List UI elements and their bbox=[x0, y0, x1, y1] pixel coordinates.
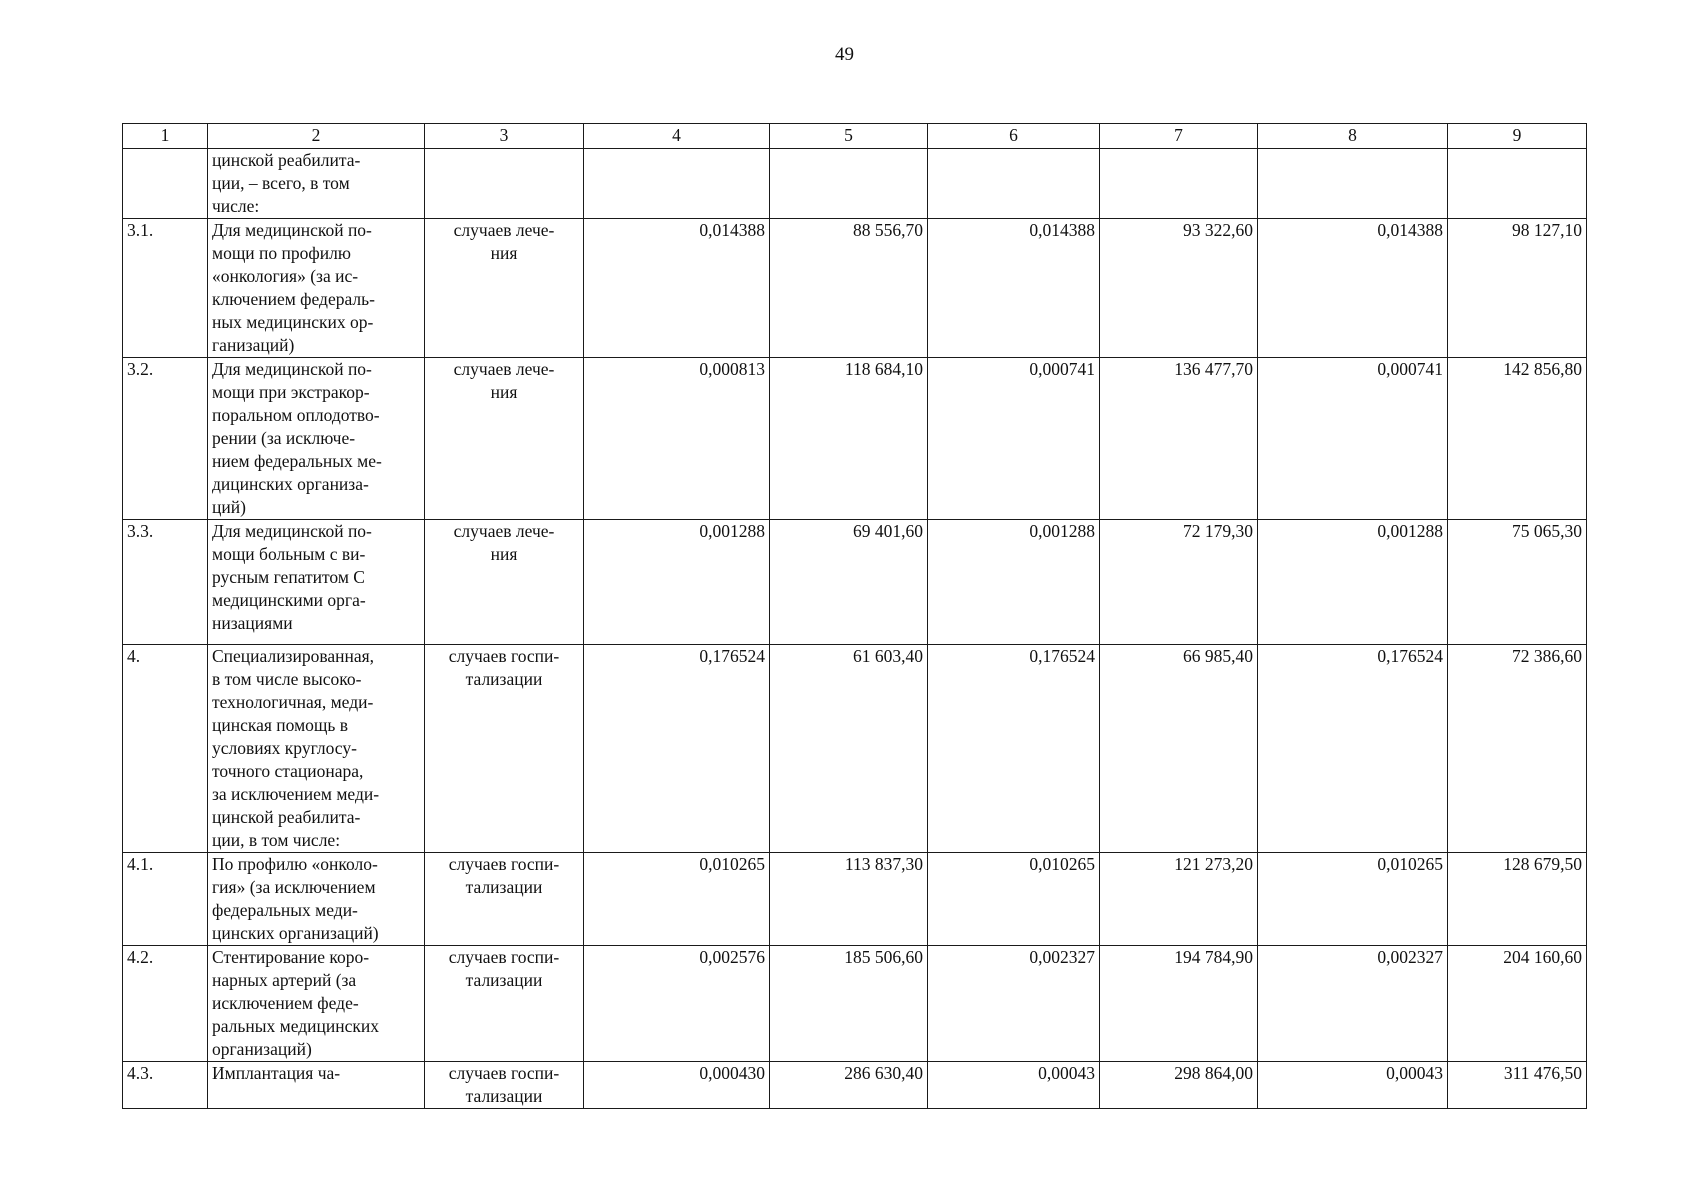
table-row bbox=[123, 946, 1587, 1062]
row-name-text: Специализированная, в том числе высоко- технологичная, меди- цинская помощь в условиях круглосу- точного стационара, за исключением меди- цинской реабилита- ции, в том числе: bbox=[212, 646, 380, 850]
row-name-text: По профилю «онколо- гия» (за исключением федеральных меди- цинских организаций) bbox=[212, 854, 379, 943]
row-number bbox=[123, 149, 208, 219]
table-header bbox=[123, 124, 1587, 149]
row-number: 4. bbox=[123, 645, 208, 853]
value-col-4: 0,010265 bbox=[584, 853, 770, 946]
column-header-3: 3 bbox=[425, 124, 584, 149]
page-number: 49 bbox=[835, 44, 854, 65]
value-col-8: 0,000741 bbox=[1258, 358, 1448, 520]
row-unit bbox=[425, 149, 584, 219]
column-header-4: 4 bbox=[584, 124, 770, 149]
value-col-5: 69 401,60 bbox=[770, 520, 928, 645]
value-col-8: 0,014388 bbox=[1258, 219, 1448, 358]
value-col-5: 61 603,40 bbox=[770, 645, 928, 853]
value-col-5: 113 837,30 bbox=[770, 853, 928, 946]
table-row bbox=[123, 853, 1587, 946]
value-col-9: 128 679,50 bbox=[1448, 853, 1587, 946]
value-col-8: 0,001288 bbox=[1258, 520, 1448, 645]
row-unit bbox=[425, 219, 584, 358]
row-number: 3.1. bbox=[123, 219, 208, 358]
value-col-4: 0,000430 bbox=[584, 1062, 770, 1109]
row-unit bbox=[425, 853, 584, 946]
value-col-4: 0,014388 bbox=[584, 219, 770, 358]
row-name bbox=[208, 853, 425, 946]
value-col-7: 298 864,00 bbox=[1100, 1062, 1258, 1109]
row-unit-text: случаев госпи- тализации bbox=[448, 854, 560, 897]
column-header-1: 1 bbox=[123, 124, 208, 149]
row-name-text: Для медицинской по- мощи по профилю «онкология» (за ис- ключением федераль- ных медицинских ор- ганизаций) bbox=[212, 220, 375, 355]
column-header-8: 8 bbox=[1258, 124, 1448, 149]
row-unit bbox=[425, 358, 584, 520]
row-unit-text: случаев лече- ния bbox=[453, 220, 555, 263]
header-row bbox=[123, 124, 1587, 149]
value-col-9: 72 386,60 bbox=[1448, 645, 1587, 853]
value-col-5 bbox=[770, 149, 928, 219]
column-header-7: 7 bbox=[1100, 124, 1258, 149]
data-table bbox=[122, 123, 1587, 1109]
value-col-6: 0,176524 bbox=[928, 645, 1100, 853]
row-unit bbox=[425, 645, 584, 853]
value-col-7: 121 273,20 bbox=[1100, 853, 1258, 946]
value-col-7 bbox=[1100, 149, 1258, 219]
value-col-9: 142 856,80 bbox=[1448, 358, 1587, 520]
value-col-8: 0,00043 bbox=[1258, 1062, 1448, 1109]
row-unit-text: случаев лече- ния bbox=[453, 359, 555, 402]
value-col-7: 72 179,30 bbox=[1100, 520, 1258, 645]
row-number: 4.2. bbox=[123, 946, 208, 1062]
value-col-6: 0,00043 bbox=[928, 1062, 1100, 1109]
row-unit bbox=[425, 946, 584, 1062]
value-col-6: 0,014388 bbox=[928, 219, 1100, 358]
value-col-9: 75 065,30 bbox=[1448, 520, 1587, 645]
row-name-text: Для медицинской по- мощи больным с ви- русным гепатитом С медицинскими орга- низациями bbox=[212, 521, 372, 633]
table-row bbox=[123, 219, 1587, 358]
value-col-9: 204 160,60 bbox=[1448, 946, 1587, 1062]
table-row bbox=[123, 1062, 1587, 1109]
table-row bbox=[123, 358, 1587, 520]
table-row bbox=[123, 149, 1587, 219]
value-col-6: 0,010265 bbox=[928, 853, 1100, 946]
row-unit-text: случаев госпи- тализации bbox=[448, 1063, 560, 1106]
row-name bbox=[208, 358, 425, 520]
row-unit-text: случаев госпи- тализации bbox=[448, 947, 560, 990]
table-row bbox=[123, 645, 1587, 853]
row-name-text: Стентирование коро- нарных артерий (за исключением феде- ральных медицинских организаций) bbox=[212, 947, 379, 1059]
value-col-5: 185 506,60 bbox=[770, 946, 928, 1062]
row-unit bbox=[425, 1062, 584, 1109]
row-name bbox=[208, 219, 425, 358]
value-col-6 bbox=[928, 149, 1100, 219]
value-col-4 bbox=[584, 149, 770, 219]
column-header-5: 5 bbox=[770, 124, 928, 149]
value-col-6: 0,000741 bbox=[928, 358, 1100, 520]
row-name bbox=[208, 520, 425, 645]
table-body bbox=[123, 149, 1587, 1109]
row-number: 4.3. bbox=[123, 1062, 208, 1109]
row-unit-text: случаев лече- ния bbox=[453, 521, 555, 564]
value-col-7: 194 784,90 bbox=[1100, 946, 1258, 1062]
value-col-6: 0,001288 bbox=[928, 520, 1100, 645]
row-number: 4.1. bbox=[123, 853, 208, 946]
value-col-4: 0,002576 bbox=[584, 946, 770, 1062]
value-col-9 bbox=[1448, 149, 1587, 219]
row-name bbox=[208, 149, 425, 219]
value-col-9: 311 476,50 bbox=[1448, 1062, 1587, 1109]
row-name-text: Имплантация ча- bbox=[212, 1063, 341, 1083]
value-col-8: 0,002327 bbox=[1258, 946, 1448, 1062]
row-name bbox=[208, 645, 425, 853]
value-col-8: 0,176524 bbox=[1258, 645, 1448, 853]
table-row bbox=[123, 520, 1587, 645]
value-col-4: 0,000813 bbox=[584, 358, 770, 520]
value-col-8: 0,010265 bbox=[1258, 853, 1448, 946]
value-col-6: 0,002327 bbox=[928, 946, 1100, 1062]
row-number: 3.2. bbox=[123, 358, 208, 520]
value-col-7: 93 322,60 bbox=[1100, 219, 1258, 358]
value-col-5: 88 556,70 bbox=[770, 219, 928, 358]
row-name bbox=[208, 1062, 425, 1109]
row-name-text: Для медицинской по- мощи при экстракор- поральном оплодотво- рении (за исключе- нием федеральных ме- дицинских организа- ций) bbox=[212, 359, 382, 517]
value-col-4: 0,001288 bbox=[584, 520, 770, 645]
column-header-2: 2 bbox=[208, 124, 425, 149]
row-name-text: цинской реабилита- ции, – всего, в том числе: bbox=[212, 150, 361, 216]
column-header-9: 9 bbox=[1448, 124, 1587, 149]
value-col-5: 118 684,10 bbox=[770, 358, 928, 520]
value-col-9: 98 127,10 bbox=[1448, 219, 1587, 358]
value-col-5: 286 630,40 bbox=[770, 1062, 928, 1109]
value-col-7: 66 985,40 bbox=[1100, 645, 1258, 853]
row-name bbox=[208, 946, 425, 1062]
row-unit bbox=[425, 520, 584, 645]
row-number: 3.3. bbox=[123, 520, 208, 645]
value-col-7: 136 477,70 bbox=[1100, 358, 1258, 520]
value-col-8 bbox=[1258, 149, 1448, 219]
value-col-4: 0,176524 bbox=[584, 645, 770, 853]
column-header-6: 6 bbox=[928, 124, 1100, 149]
row-unit-text: случаев госпи- тализации bbox=[448, 646, 560, 689]
